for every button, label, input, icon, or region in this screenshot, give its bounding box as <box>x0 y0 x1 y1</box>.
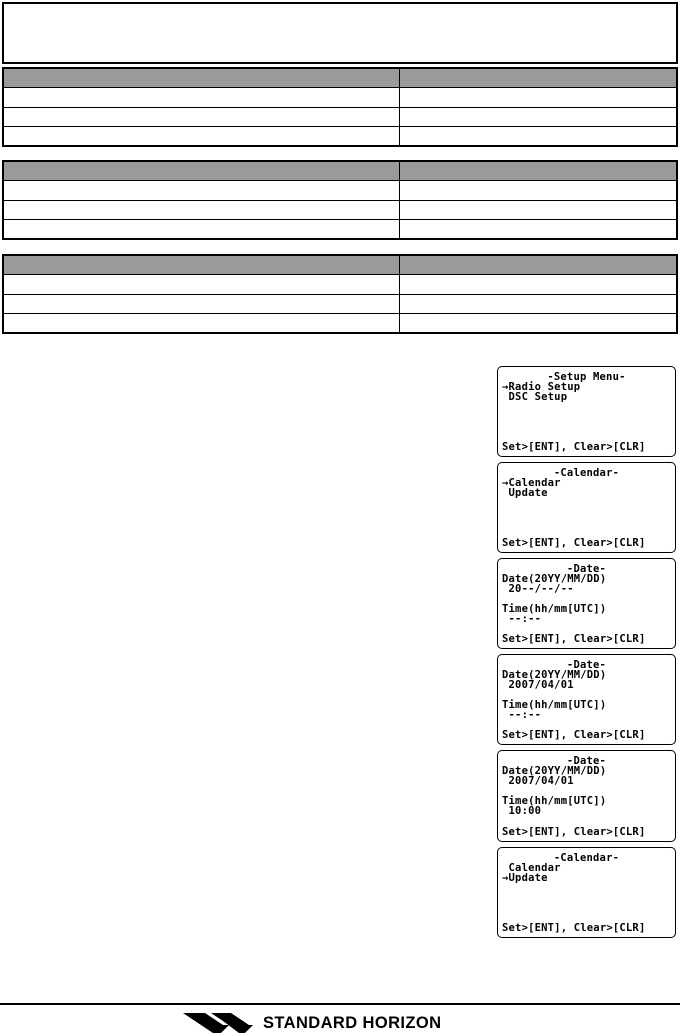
spec-table-3 <box>2 254 678 334</box>
lcd-line: Time(hh/mm[UTC]) <box>502 603 607 615</box>
table-row <box>4 88 676 107</box>
table-header-row <box>4 162 676 181</box>
lcd-line: Calendar <box>502 862 561 874</box>
lcd-footer: Set>[ENT], Clear>[CLR] <box>502 633 646 645</box>
lcd-title: -Date- <box>566 563 607 575</box>
table-row <box>4 200 676 219</box>
lcd-line: 20--/--/-- <box>502 583 574 595</box>
lcd-line: →Update <box>502 872 548 884</box>
lcd-title: -Calendar- <box>553 852 620 864</box>
lcd-title: -Date- <box>566 755 607 767</box>
lcd-line: Time(hh/mm[UTC]) <box>502 699 607 711</box>
lcd-line: Time(hh/mm[UTC]) <box>502 795 607 807</box>
table-row <box>4 219 676 238</box>
lcd-footer: Set>[ENT], Clear>[CLR] <box>502 441 646 453</box>
table-header-row <box>4 256 676 275</box>
spec-table-1 <box>2 67 678 147</box>
spec-table-2 <box>2 160 678 240</box>
lcd-footer: Set>[ENT], Clear>[CLR] <box>502 537 646 549</box>
standard-horizon-logo-icon <box>183 1013 253 1033</box>
brand-logo <box>183 1013 441 1033</box>
lcd-title: -Calendar- <box>553 467 620 479</box>
footer-rule <box>0 1003 680 1005</box>
lcd-footer: Set>[ENT], Clear>[CLR] <box>502 922 646 934</box>
lcd-title: -Date- <box>566 659 607 671</box>
lcd-screen-date-empty <box>497 558 676 649</box>
lcd-line: DSC Setup <box>502 391 568 403</box>
lcd-line: 2007/04/01 <box>502 775 574 787</box>
lcd-line: →Radio Setup <box>502 381 581 393</box>
lcd-screen-time-entered <box>497 750 676 842</box>
lcd-line: 2007/04/01 <box>502 679 574 691</box>
lcd-footer: Set>[ENT], Clear>[CLR] <box>502 826 646 838</box>
table-row <box>4 294 676 313</box>
table-row <box>4 126 676 145</box>
lcd-line: Date(20YY/MM/DD) <box>502 765 607 777</box>
lcd-line: --:-- <box>502 709 542 721</box>
lcd-title: -Setup Menu- <box>547 371 626 383</box>
brand-name: STANDARD HORIZON <box>263 1013 442 1032</box>
table-row <box>4 181 676 200</box>
lcd-screen-calendar-update <box>497 847 676 938</box>
lcd-line: 10:00 <box>502 805 542 817</box>
lcd-footer: Set>[ENT], Clear>[CLR] <box>502 729 646 741</box>
lcd-screen-calendar <box>497 462 676 553</box>
lcd-screen-date-entered <box>497 654 676 745</box>
table-row <box>4 275 676 294</box>
lcd-line: --:-- <box>502 613 542 625</box>
lcd-line: Update <box>502 487 548 499</box>
table-row <box>4 313 676 332</box>
lcd-screen-setup-menu <box>497 366 676 457</box>
lcd-line: →Calendar <box>502 477 561 489</box>
lcd-line: Date(20YY/MM/DD) <box>502 573 607 585</box>
table-row <box>4 107 676 126</box>
header-box <box>2 2 678 64</box>
table-header-row <box>4 69 676 88</box>
lcd-line: Date(20YY/MM/DD) <box>502 669 607 681</box>
